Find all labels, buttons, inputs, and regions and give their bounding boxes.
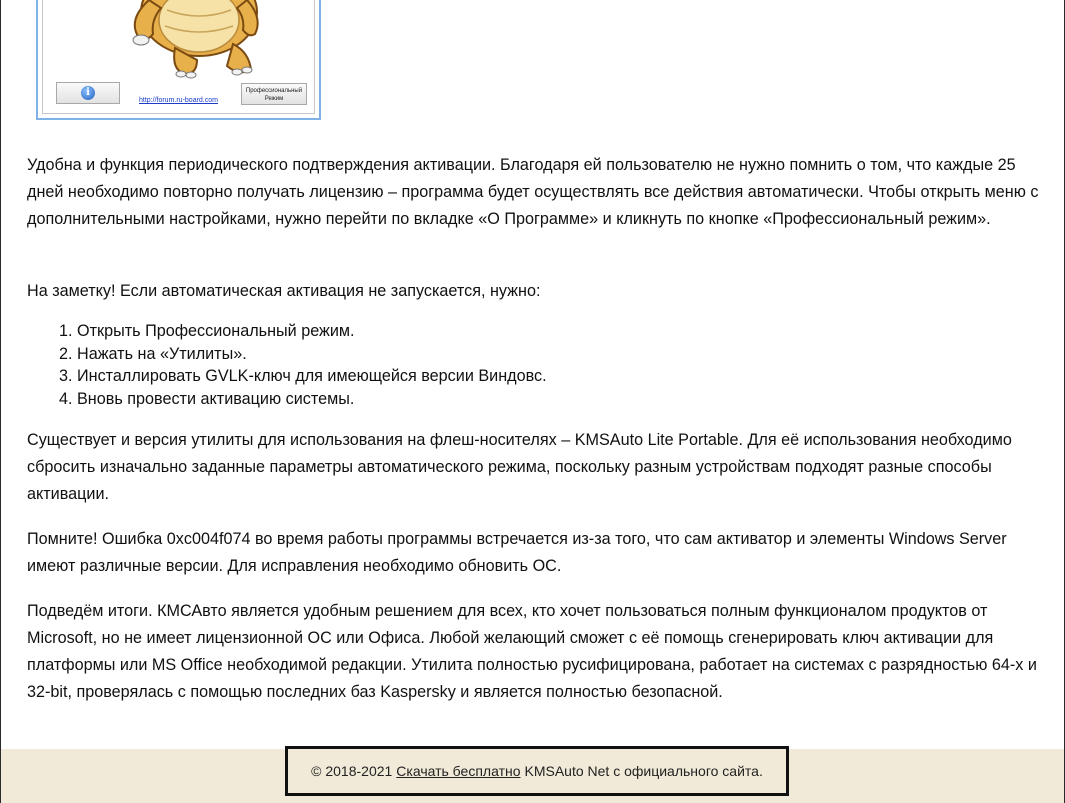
download-free-link[interactable]: Скачать бесплатно	[396, 763, 521, 779]
forum-link[interactable]: http://forum.ru-board.com	[139, 97, 218, 104]
info-button[interactable]	[56, 82, 120, 104]
professional-mode-button[interactable]	[241, 83, 307, 105]
paragraph-summary: Подведём итоги. КМСАвто является удобным решением для всех, кто хочет пользоваться полным функционалом продуктов от Microsoft, но не имеет лицензионной ОС или Офиса. Любой желающий сможет с её помощь сгенерировать ключ активации для платформы или MS Office необходимой редакции. Утилита полностью русифицирована, работает на системах с разрядностью 64-х и 32-bit, проверялась с помощью последних баз Kaspersky и является полностью безопасной.	[27, 602, 1037, 701]
footer-copyright: © 2018-2021	[311, 763, 393, 779]
paragraph-portable: Существует и версия утилиты для использования на флеш-носителях – KMSAuto Lite Portable. Для её использования необходимо сбросить изначально заданные параметры автоматического режима, поскольку разным устройствам подходят разные способы активации.	[27, 431, 1012, 503]
list-item: 3. Инсталлировать GVLK-ключ для имеющейся версии Виндовс.	[77, 365, 547, 388]
footer-box	[285, 746, 789, 796]
list-item: 4. Вновь провести активацию системы.	[77, 388, 547, 411]
steps-list	[27, 320, 547, 410]
program-screenshot	[36, 0, 321, 120]
paragraph-note: На заметку! Если автоматическая активация не запускается, нужно:	[27, 282, 541, 300]
pro-button-line2: Режим	[264, 96, 284, 102]
paragraph-periodic-activation: Удобна и функция периодического подтверждения активации. Благодаря ей пользователю не нужно помнить о том, что каждые 25 дней необходимо повторно получать лицензию – программа будет осуществлять все действия автоматически. Чтобы открыть меню с дополнительными настройками, нужно перейти по вкладке «О Программе» и кликнуть по кнопке «Профессиональный режим».	[27, 156, 1039, 228]
info-icon: i	[81, 86, 95, 100]
footer-suffix: KMSAuto Net с официального сайта.	[524, 763, 763, 779]
program-window	[42, 0, 315, 114]
pro-button-line1: Профессиональный	[245, 88, 303, 94]
list-item: 1. Открыть Профессиональный режим.	[77, 320, 547, 343]
paragraph-error: Помните! Ошибка 0xc004f074 во время работы программы встречается из-за того, что сам активатор и элементы Windows Server имеют различные версии. Для исправления необходимо обновить ОС.	[27, 530, 1007, 575]
footer	[1, 749, 1064, 803]
list-item: 2. Нажать на «Утилиты».	[77, 343, 547, 366]
dragon-mascot-image	[87, 0, 287, 82]
